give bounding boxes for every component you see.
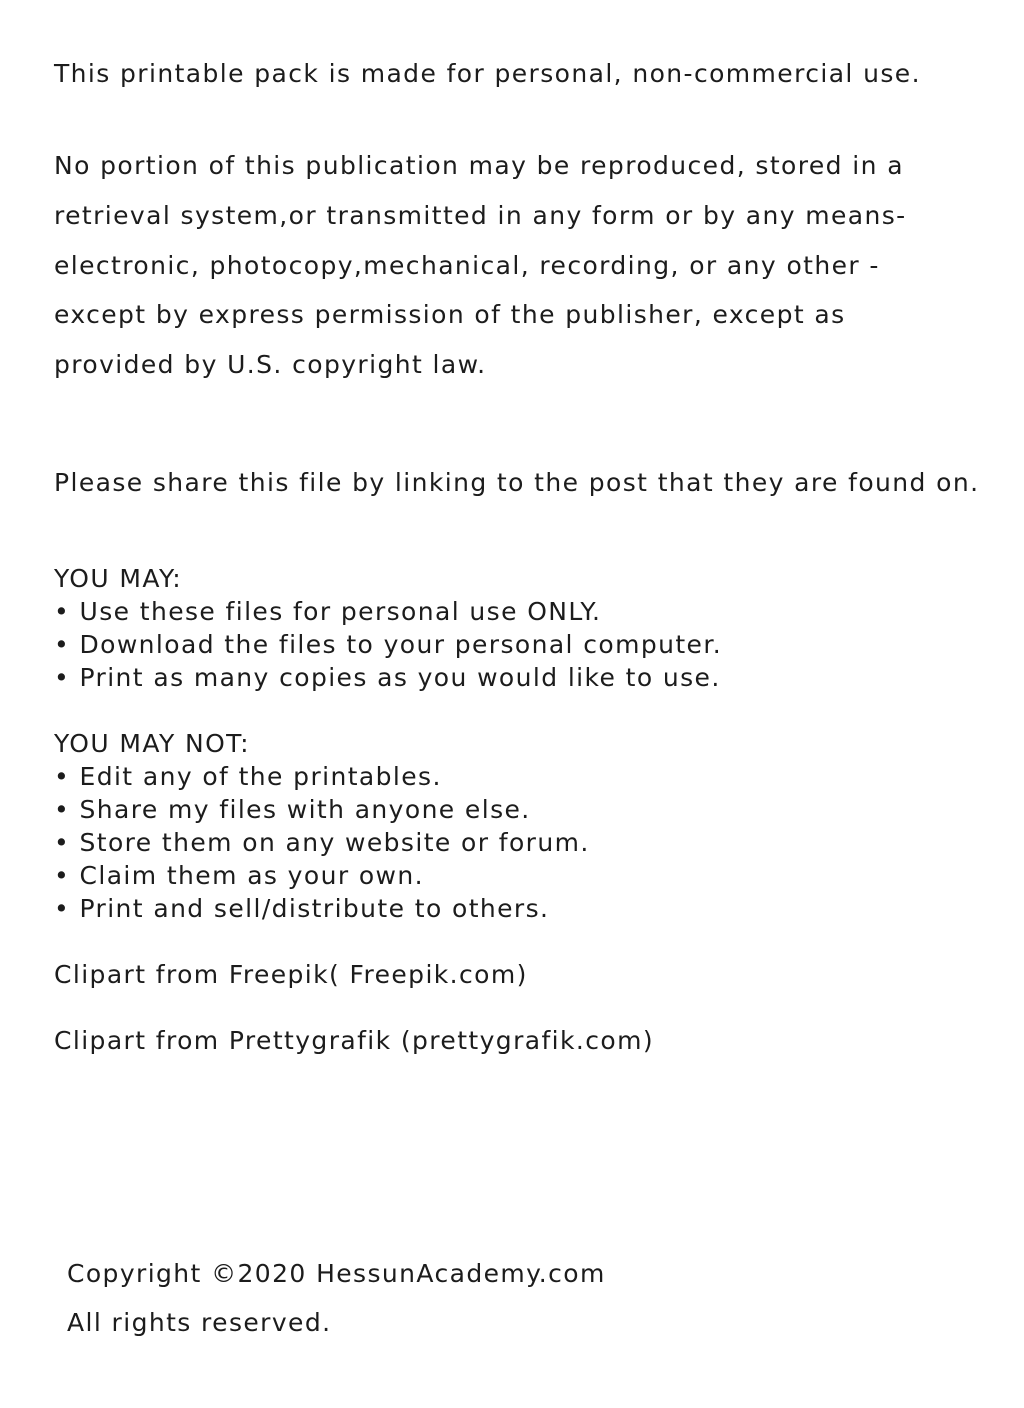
you-may-not-item: • Store them on any website or forum.: [54, 828, 590, 857]
you-may-heading: YOU MAY:: [54, 564, 183, 593]
copyright-notice-line: except by express permission of the publisher, except as: [54, 300, 846, 329]
copyright-notice-line: provided by U.S. copyright law.: [54, 350, 487, 379]
copyright-notice-line: No portion of this publication may be reproduced, stored in a: [54, 151, 904, 180]
copyright-notice-line: electronic, photocopy,mechanical, recording, or any other -: [54, 251, 880, 280]
you-may-not-item: • Print and sell/distribute to others.: [54, 894, 550, 923]
copyright-notice-line: retrieval system,or transmitted in any form or by any means-: [54, 201, 907, 230]
you-may-item: • Download the files to your personal computer.: [54, 630, 723, 659]
share-note: Please share this file by linking to the post that they are found on.: [54, 468, 980, 497]
you-may-not-item: • Edit any of the printables.: [54, 762, 442, 791]
footer-rights: All rights reserved.: [67, 1308, 332, 1337]
you-may-not-item: • Claim them as your own.: [54, 861, 424, 890]
you-may-not-heading: YOU MAY NOT:: [54, 729, 250, 758]
you-may-item: • Use these files for personal use ONLY.: [54, 597, 602, 626]
footer-copyright: Copyright ©2020 HessunAcademy.com: [67, 1259, 606, 1288]
credit-line: Clipart from Freepik( Freepik.com): [54, 960, 528, 989]
credit-line: Clipart from Prettygrafik (prettygrafik.com): [54, 1026, 654, 1055]
you-may-not-item: • Share my files with anyone else.: [54, 795, 531, 824]
you-may-item: • Print as many copies as you would like to use.: [54, 663, 721, 692]
intro-text: This printable pack is made for personal, non-commercial use.: [54, 59, 921, 88]
